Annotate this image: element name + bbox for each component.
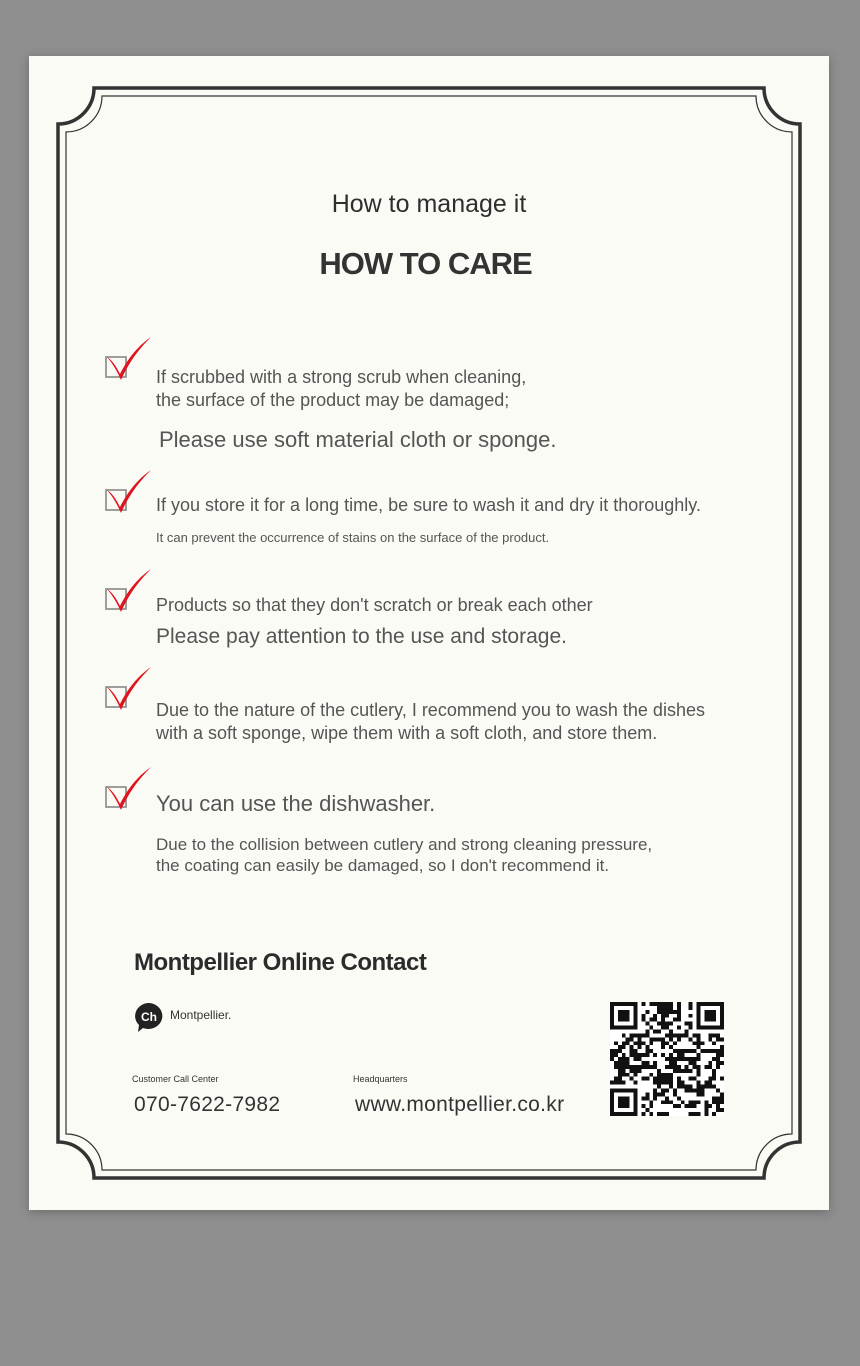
qr-code[interactable] bbox=[610, 1002, 724, 1116]
checkbox-checked-icon bbox=[104, 568, 154, 616]
tip-1-line-1: If scrubbed with a strong scrub when cleaning, bbox=[156, 367, 527, 387]
checkbox-checked-icon bbox=[104, 666, 154, 714]
care-card bbox=[29, 56, 829, 1210]
checkbox-checked-icon bbox=[104, 766, 154, 814]
tip-5-line-3: the coating can easily be damaged, so I don't recommend it. bbox=[156, 856, 610, 875]
tip-5-line-1: You can use the dishwasher. bbox=[156, 791, 436, 816]
tip-4-line-1: Due to the nature of the cutlery, I recommend you to wash the dishes bbox=[156, 700, 705, 720]
page-title: HOW TO CARE bbox=[319, 246, 532, 281]
tip-2-line-2: It can prevent the occurrence of stains on the surface of the product. bbox=[156, 530, 550, 545]
tip-1-line-3: Please use soft material cloth or sponge. bbox=[159, 427, 557, 452]
tip-2-line-1: If you store it for a long time, be sure to wash it and dry it thoroughly. bbox=[156, 495, 701, 515]
tip-3-line-1: Products so that they don't scratch or break each other bbox=[156, 595, 593, 615]
contact-title: Montpellier Online Contact bbox=[134, 949, 427, 976]
page-subtitle: How to manage it bbox=[331, 190, 527, 218]
hq-label: Headquarters bbox=[353, 1074, 408, 1084]
tip-3-line-2: Please pay attention to the use and storage. bbox=[156, 625, 567, 648]
checkbox-checked-icon bbox=[104, 336, 154, 384]
tip-5-line-2: Due to the collision between cutlery and strong cleaning pressure, bbox=[156, 835, 653, 854]
tip-4-line-2: with a soft sponge, wipe them with a soft cloth, and store them. bbox=[156, 723, 658, 743]
channel-name[interactable]: Montpellier. bbox=[170, 1008, 232, 1022]
hq-url[interactable]: www.montpellier.co.kr bbox=[355, 1093, 565, 1116]
channel-icon-text: Ch bbox=[141, 1010, 157, 1024]
tip-1-line-2: the surface of the product may be damaged; bbox=[156, 390, 510, 410]
checkbox-checked-icon bbox=[104, 469, 154, 517]
chat-channel-icon[interactable] bbox=[134, 1002, 164, 1032]
call-center-label: Customer Call Center bbox=[132, 1074, 219, 1084]
call-center-phone[interactable]: 070-7622-7982 bbox=[134, 1093, 281, 1116]
